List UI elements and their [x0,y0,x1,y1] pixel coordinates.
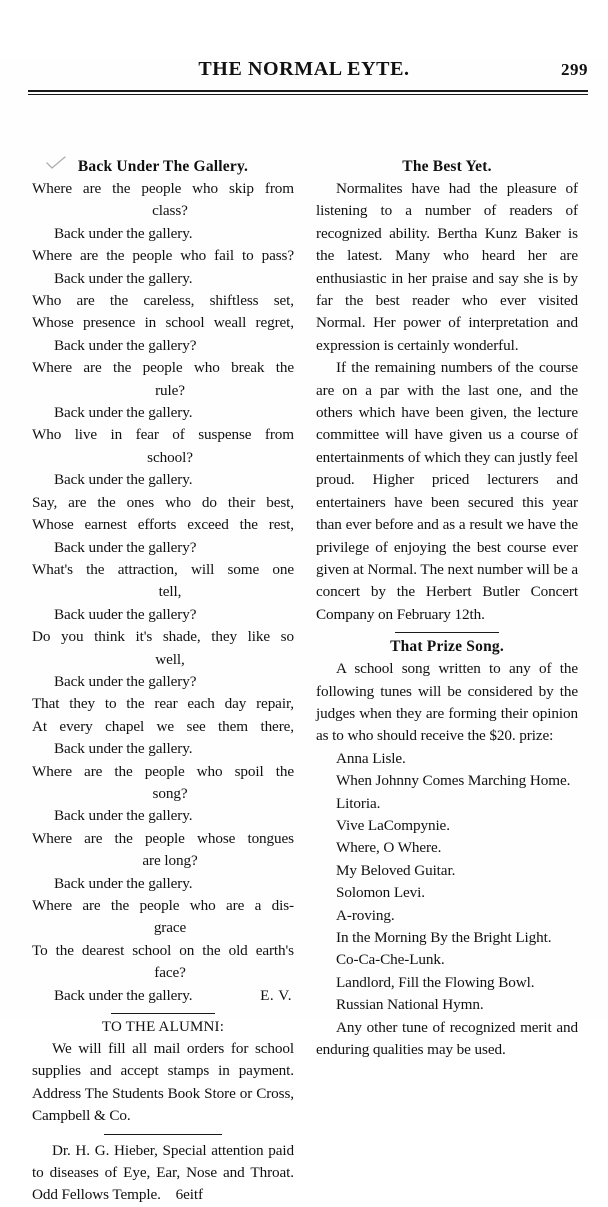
poem-line: face? [154,964,186,982]
poem-line: Back under the gallery. [54,807,193,825]
best-yet-heading: The Best Yet. [402,158,492,175]
prize-song-closing: Any other tune of recognized merit and enduring qualities may be used. [316,1018,578,1059]
left-column [32,158,294,1204]
poem-line: well, [155,650,185,668]
poem-line: Who are the careless, shiftless set, [32,292,294,310]
poem-line: Back under the gallery. [54,471,193,489]
poem-line: Who live in fear of suspense from [32,426,294,444]
poem-line: grace [153,919,187,937]
poem-line: What's the attraction, will some one [32,560,294,578]
poem-line: Say, are the ones who do their best, [32,493,294,511]
tune-item: My Beloved Guitar. [336,861,456,879]
poem-line: Do you think it's shade, they like so [32,628,294,646]
prize-song-intro: A school song written to any of the following tunes will be considered by the judges when they are forming their opinion as to who should receive the $20. prize: [316,660,578,745]
alumni-notice-body: We will fill all mail orders for school supplies and accept stamps in payment. Address The Students Book Store or Cross, Campbell & Co. [32,1040,294,1125]
masthead-divider-rule [28,90,588,95]
tune-item: In the Morning By the Bright Light. [336,929,552,946]
tune-item: When Johnny Comes Marching Home. [336,772,571,790]
poem-line: Back under the gallery. [54,404,193,422]
poem-line: school? [147,448,193,466]
tune-item: Russian National Hymn. [336,996,484,1014]
tune-item: Anna Lisle. [336,749,406,767]
poem-back-under-the-gallery [32,178,294,1007]
best-yet-paragraph-1: Normalites have had the pleasure of listening to a number of readers of recognized ability. Bertha Kunz Baker is the latest. Many who heard her are enthusiastic in her praise and say she is by far the best reader who ever visited Normal. Her power of interpretation and expression is certainly wonderful. [316,180,578,354]
poem-line: At every chapel we see them there, [32,717,294,735]
poem-line: Where are the people who skip from [32,180,294,197]
publication-title: THE NORMAL EYTE. [198,58,410,80]
two-column-layout [0,158,608,1204]
poem-line-text: Back under the gallery. [54,986,193,1004]
poem-line: To the dearest school on the old earth's [32,941,294,959]
tune-item: Litoria. [336,794,381,812]
right-column [316,158,578,1059]
tune-item: Solomon Levi. [336,884,425,902]
poem-line: Where are the people who break the [32,359,294,377]
poem-signature: E. V. [260,986,292,1004]
page-number: 299 [561,60,588,79]
tune-item: A-roving. [336,906,395,924]
poem-line: Back uuder the gallery? [54,605,197,623]
poem-line: are long? [142,852,198,870]
poem-heading: Back Under The Gallery. [77,158,249,175]
poem-line: rule? [155,381,185,399]
poem-line: Back under the gallery? [54,672,197,690]
poem-final-line [32,985,294,1007]
tune-item: Where, O Where. [336,839,442,857]
poem-line: tell, [158,583,182,601]
poem-line: Whose earnest efforts exceed the rest, [32,516,294,534]
scanned-newspaper-page [0,58,608,1204]
advertisement-code: 6eitf [175,1186,203,1204]
poem-line: Back under the gallery? [54,538,197,556]
divider-rule-prize-song [395,632,499,633]
poem-line: Back under the gallery? [54,336,197,354]
poem-line: That they to the rear each day repair, [32,695,294,713]
poem-line: class? [152,202,188,220]
poem-line: song? [152,784,188,802]
divider-rule-alumni [111,1013,215,1014]
poem-line: Where are the people who spoil the [32,762,294,780]
poem-line: Back under the gallery. [54,874,193,892]
prize-song-heading: That Prize Song. [390,638,504,656]
masthead [0,58,608,98]
advertisement-body [32,1140,294,1207]
poem-line: Where are the people who fail to pass? [32,247,294,265]
alumni-notice-heading: TO THE ALUMNI: [101,1019,225,1036]
advertisement-text: Dr. H. G. Hieber, Special attention paid to diseases of Eye, Ear, Nose and Throat. Odd Fellows Temple. [32,1141,294,1204]
poem-line: Back under the gallery. [54,269,193,287]
poem-line: Back under the gallery. [54,740,193,758]
poem-line: Back under the gallery. [54,224,193,242]
divider-rule-advertisement [104,1134,222,1135]
prize-song-tune-list [316,748,578,1017]
tune-item: Landlord, Fill the Flowing Bowl. [336,973,535,991]
best-yet-paragraph-2: If the remaining numbers of the course are on a par with the last one, and the others which have been given, the lecture committee will have given us a course of entertainments of which they can justly feel proud. Higher priced lecturers and entertainers have been secured this year than ever before and as a result we have the privilege of enjoying the best course ever given at Normal. The next number will be a concert by the Herbert Butler Concert Company on February 12th. [316,359,578,623]
poem-line: Where are the people whose tongues [32,829,294,847]
poem-line: Where are the people who are a dis- [32,897,294,914]
tune-item: Vive LaCompynie. [336,816,450,834]
poem-line: Whose presence in school weall regret, [32,314,294,332]
tune-item: Co-Ca-Che-Lunk. [336,951,445,969]
